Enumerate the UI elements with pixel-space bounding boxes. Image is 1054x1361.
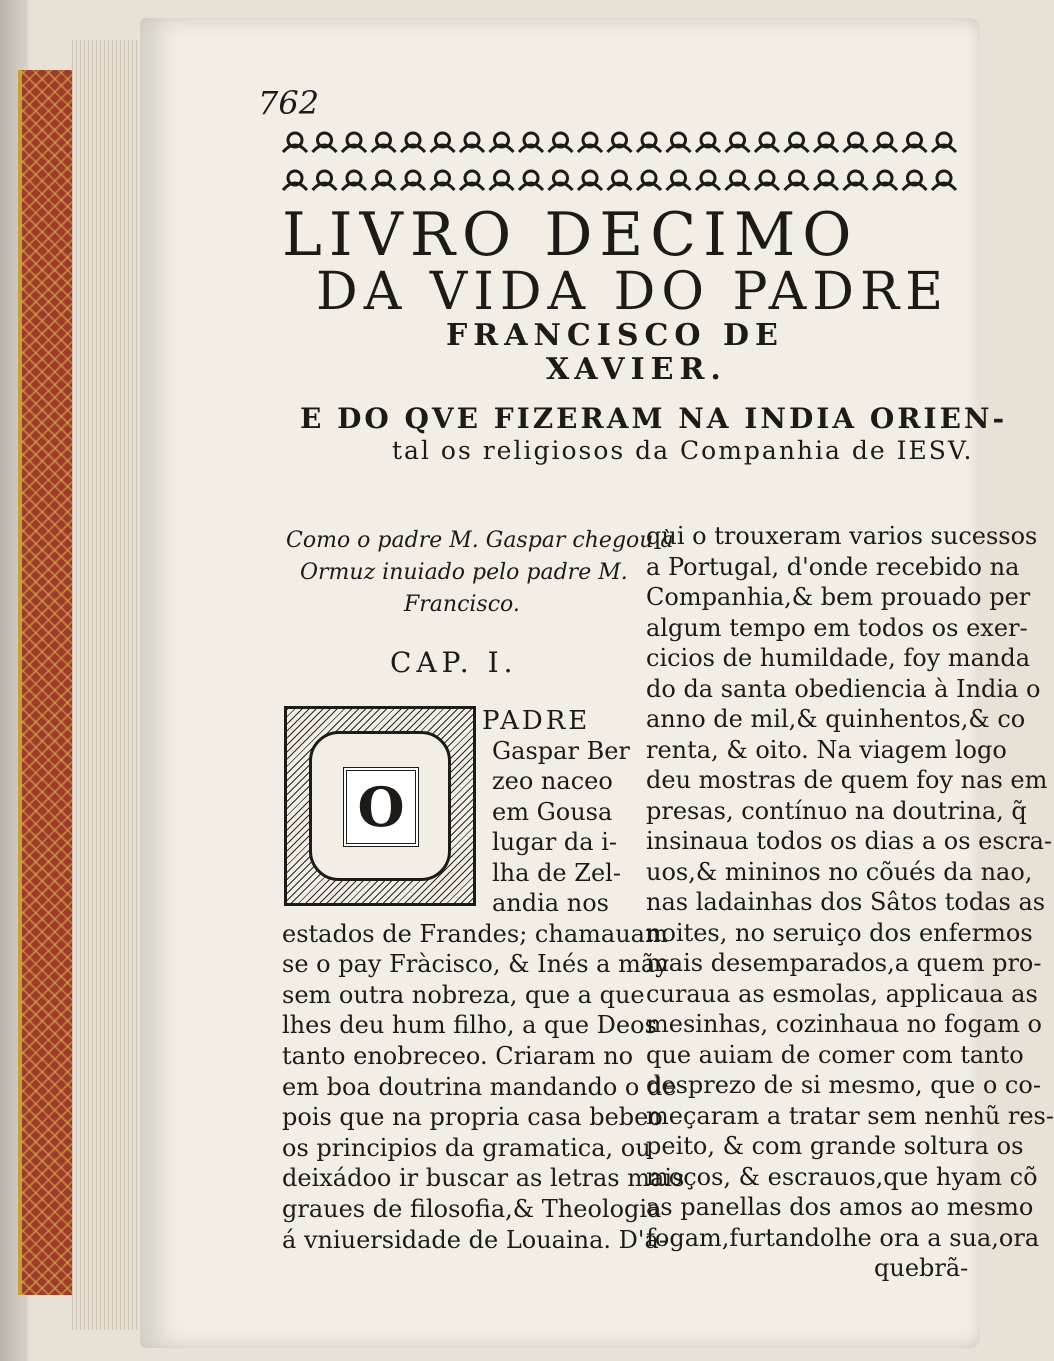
right-column-line: as panellas dos amos ao mesmo	[646, 1193, 1034, 1221]
book-spine	[18, 70, 78, 1295]
right-column-line: a Portugal, d'onde recebido na	[646, 552, 1020, 581]
right-column-line: renta, & oito. Na viagem logo	[646, 735, 1007, 764]
right-column-line: meçaram a tratar sem nenhũ res-	[646, 1101, 1054, 1130]
left-column-line: estados de Frandes; chamauam	[282, 919, 668, 948]
right-column-line: cicios de humildade, foy manda	[646, 644, 1031, 672]
right-column-line: presas, contínuo na doutrina, q̃	[646, 796, 1027, 825]
right-column-line: qui o trouxeram varios sucessos	[646, 522, 1038, 550]
ornament-band	[280, 120, 970, 198]
right-column-line: algum tempo em todos os exer-	[646, 613, 1028, 642]
left-column-line: os principios da gramatica, ou	[282, 1133, 651, 1162]
right-column-line: nas ladainhas dos Sâtos todas as	[646, 888, 1046, 916]
right-column-line: anno de mil,& quinhentos,& co	[646, 705, 1026, 733]
right-column-line: mesinhas, cozinhaua no fogam o	[646, 1010, 1042, 1038]
right-column-line: uos,& mininos no cõués da nao,	[646, 857, 1033, 886]
right-column-line: deu mostras de quem foy nas em	[646, 766, 1048, 794]
right-column-line: Companhia,& bem prouado per	[646, 583, 1031, 611]
left-column-line: tanto enobreceo. Criaram no	[282, 1041, 634, 1070]
right-column-line: curaua as esmolas, applicaua as	[646, 979, 1038, 1008]
left-column-line: em boa doutrina mandando o de	[282, 1072, 677, 1101]
right-column-line: desprezo de si mesmo, que o co-	[646, 1071, 1041, 1099]
subtitle-line-1: E DO QVE FIZERAM NA INDIA ORIEN-	[300, 402, 1008, 435]
title-line-4: XAVIER.	[546, 352, 727, 387]
left-column-line: zeo naceo	[492, 767, 613, 795]
left-column-line: á vniuersidade de Louaina. D'a-	[282, 1225, 667, 1254]
left-column-line: pois que na propria casa bebeo	[282, 1103, 663, 1132]
right-column-line: noites, no seruiço dos enfermos	[646, 918, 1033, 947]
right-column-line: que auiam de comer com tanto	[646, 1040, 1024, 1069]
title-line-2: DA VIDA DO PADRE	[316, 262, 950, 322]
right-column-line: moços, & escrauos,que hyam cõ	[646, 1162, 1038, 1191]
right-column-line: do da santa obediencia à India o	[646, 674, 1041, 703]
left-column-line: PADRE	[482, 706, 591, 736]
left-column-line: se o pay Fràcisco, & Inés a mãy	[282, 950, 669, 979]
chapter-summary-line-2: Ormuz inuiado pelo padre M.	[300, 560, 628, 585]
right-column-line: insinaua todos os dias a os escra-	[646, 827, 1053, 855]
title-line-1: LIVRO DECIMO	[282, 200, 859, 270]
chapter-heading: CAP. I.	[390, 646, 518, 679]
left-column-line: deixádoo ir buscar as letras mais	[282, 1164, 685, 1193]
left-column-line: andia nos	[492, 889, 609, 917]
catchword: quebrã-	[874, 1254, 969, 1282]
left-column-line: em Gousa	[492, 797, 613, 826]
drop-cap-letter: O	[343, 767, 419, 847]
right-column-line: peito, & com grande soltura os	[646, 1132, 1024, 1160]
chapter-summary-line-3: Francisco.	[404, 592, 520, 617]
left-column-line: lha de Zel-	[492, 858, 621, 887]
left-column-line: graues de filosofia,& Theologia	[282, 1194, 662, 1223]
title-line-3: FRANCISCO DE	[446, 318, 784, 353]
right-column-line: fogam,furtandolhe ora a sua,ora	[646, 1223, 1040, 1252]
left-column-line: lhes deu hum filho, a que Deos	[282, 1011, 657, 1040]
page-number: 762	[258, 84, 320, 122]
drop-cap-woodcut	[284, 706, 476, 906]
left-column-line: sem outra nobreza, que a que	[282, 980, 645, 1009]
right-column-line: mais desemparados,a quem pro-	[646, 949, 1042, 977]
left-column-line: Gaspar Ber	[492, 736, 630, 765]
chapter-summary-line-1: Como o padre M. Gaspar chegou à	[286, 528, 674, 553]
subtitle-line-2: tal os religiosos da Companhia de IESV.	[392, 436, 974, 465]
left-column-line: lugar da i-	[492, 828, 617, 856]
